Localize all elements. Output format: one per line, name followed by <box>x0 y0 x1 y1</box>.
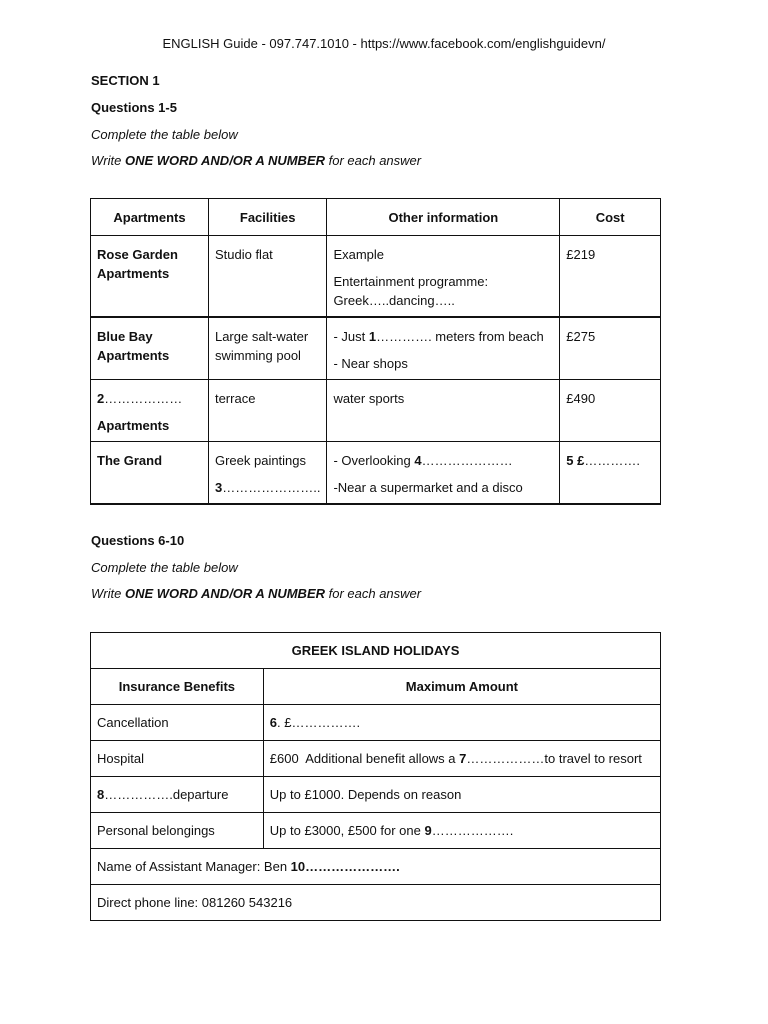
facilities-cell: Greek paintings 3………………….. <box>208 442 326 504</box>
other-cell: water sports <box>327 380 560 442</box>
apartment-cell: The Grand <box>91 442 209 504</box>
instruction-1: Complete the table below <box>91 127 238 142</box>
section-title: SECTION 1 <box>91 73 160 88</box>
amount-cell: £600 Additional benefit allows a 7………………to travel to resort <box>263 741 660 777</box>
header-other-information: Other information <box>327 199 560 236</box>
apartment-cell: Rose Garden Apartments <box>91 236 209 317</box>
other-cell: - Overlooking 4………………… -Near a supermarket and a disco <box>327 442 560 504</box>
amount-cell: 6. £……………. <box>263 705 660 741</box>
header-apartments: Apartments <box>91 199 209 236</box>
facilities-cell: terrace <box>208 380 326 442</box>
amount-cell: Up to £1000. Depends on reason <box>263 777 660 813</box>
write-suffix: for each answer <box>325 153 422 168</box>
write-instruction-1 <box>91 153 421 168</box>
phone-line-cell: Direct phone line: 081260 543216 <box>91 885 661 921</box>
write-bold: ONE WORD AND/OR A NUMBER <box>124 153 325 168</box>
apartments-table <box>90 198 661 505</box>
benefit-cell: Personal belongings <box>91 813 264 849</box>
benefit-cell: 8…………….departure <box>91 777 264 813</box>
header-cost: Cost <box>560 199 661 236</box>
table-row <box>91 442 661 504</box>
cost-cell: 5 £…………. <box>560 442 661 504</box>
insurance-table <box>90 632 661 921</box>
cost-cell: £490 <box>560 380 661 442</box>
other-cell: - Just 1…………. meters from beach - Near shops <box>327 317 560 380</box>
apartment-cell: 2……………… Apartments <box>91 380 209 442</box>
assistant-manager-cell: Name of Assistant Manager: Ben 10…………………. <box>91 849 661 885</box>
benefit-cell: Cancellation <box>91 705 264 741</box>
page-header: ENGLISH Guide - 097.747.1010 - https://www.facebook.com/englishguidevn/ <box>162 36 606 51</box>
table-row <box>91 705 661 741</box>
table-row <box>91 236 661 317</box>
table-row <box>91 741 661 777</box>
table-row <box>91 885 661 921</box>
cost-cell: £275 <box>560 317 661 380</box>
instruction-2: Complete the table below <box>91 560 238 575</box>
cost-cell: £219 <box>560 236 661 317</box>
facilities-cell: Studio flat <box>208 236 326 317</box>
header-facilities: Facilities <box>208 199 326 236</box>
header-maximum-amount: Maximum Amount <box>263 669 660 705</box>
table-row <box>91 317 661 380</box>
table-row <box>91 813 661 849</box>
table-title: GREEK ISLAND HOLIDAYS <box>91 633 661 669</box>
table-row <box>91 849 661 885</box>
benefit-cell: Hospital <box>91 741 264 777</box>
header-insurance-benefits: Insurance Benefits <box>91 669 264 705</box>
table-row <box>91 380 661 442</box>
questions-title-2: Questions 6-10 <box>91 533 185 548</box>
amount-cell: Up to £3000, £500 for one 9………………. <box>263 813 660 849</box>
apartment-cell: Blue Bay Apartments <box>91 317 209 380</box>
facilities-cell: Large salt-water swimming pool <box>208 317 326 380</box>
questions-title-1: Questions 1-5 <box>91 100 177 115</box>
table-row <box>91 777 661 813</box>
other-cell: Example Entertainment programme: Greek…..dancing….. <box>327 236 560 317</box>
write-prefix: Write <box>91 153 125 168</box>
write-instruction-2: Write ONE WORD AND/OR A NUMBER for each answer <box>91 586 422 601</box>
